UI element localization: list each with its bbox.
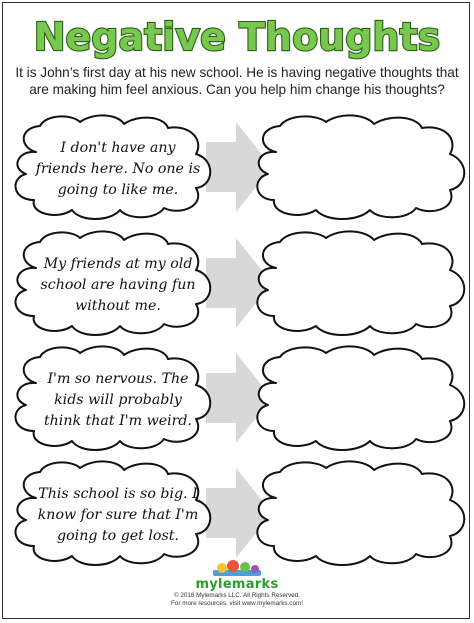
thought-row bbox=[0, 343, 474, 453]
new-thought-cloud[interactable] bbox=[257, 346, 464, 450]
title-banner bbox=[0, 0, 474, 64]
negative-thought-text: My friends at my old school are having fun without me. bbox=[40, 255, 196, 314]
page-title: Negative Thoughts bbox=[33, 15, 441, 59]
new-thought-cloud[interactable] bbox=[257, 231, 464, 335]
resources-text: For more resources, visit www.mylemarks.com! bbox=[171, 600, 303, 607]
new-thought-cloud[interactable] bbox=[257, 461, 464, 565]
new-thought-cloud[interactable] bbox=[257, 115, 464, 219]
footer bbox=[0, 558, 474, 608]
thought-row bbox=[0, 228, 474, 338]
copyright-text: © 2018 Mylemarks LLC. All Rights Reserved. bbox=[173, 592, 301, 599]
instructions: It is John’s first day at his new school. He is having negative thoughts that are making him feel anxious. Can you help him change his thoughts? bbox=[15, 65, 459, 97]
logo-wordmark: mylemarks bbox=[195, 577, 279, 592]
negative-thought-text: This school is so big. I know for sure that I'm going to get lost. bbox=[37, 485, 199, 544]
thought-row bbox=[0, 112, 474, 222]
thought-row bbox=[0, 458, 474, 568]
negative-thought-text: I'm so nervous. The kids will probably think that I'm weird. bbox=[43, 370, 193, 429]
negative-thought-text: I don't have any friends here. No one is going to like me. bbox=[35, 139, 201, 198]
